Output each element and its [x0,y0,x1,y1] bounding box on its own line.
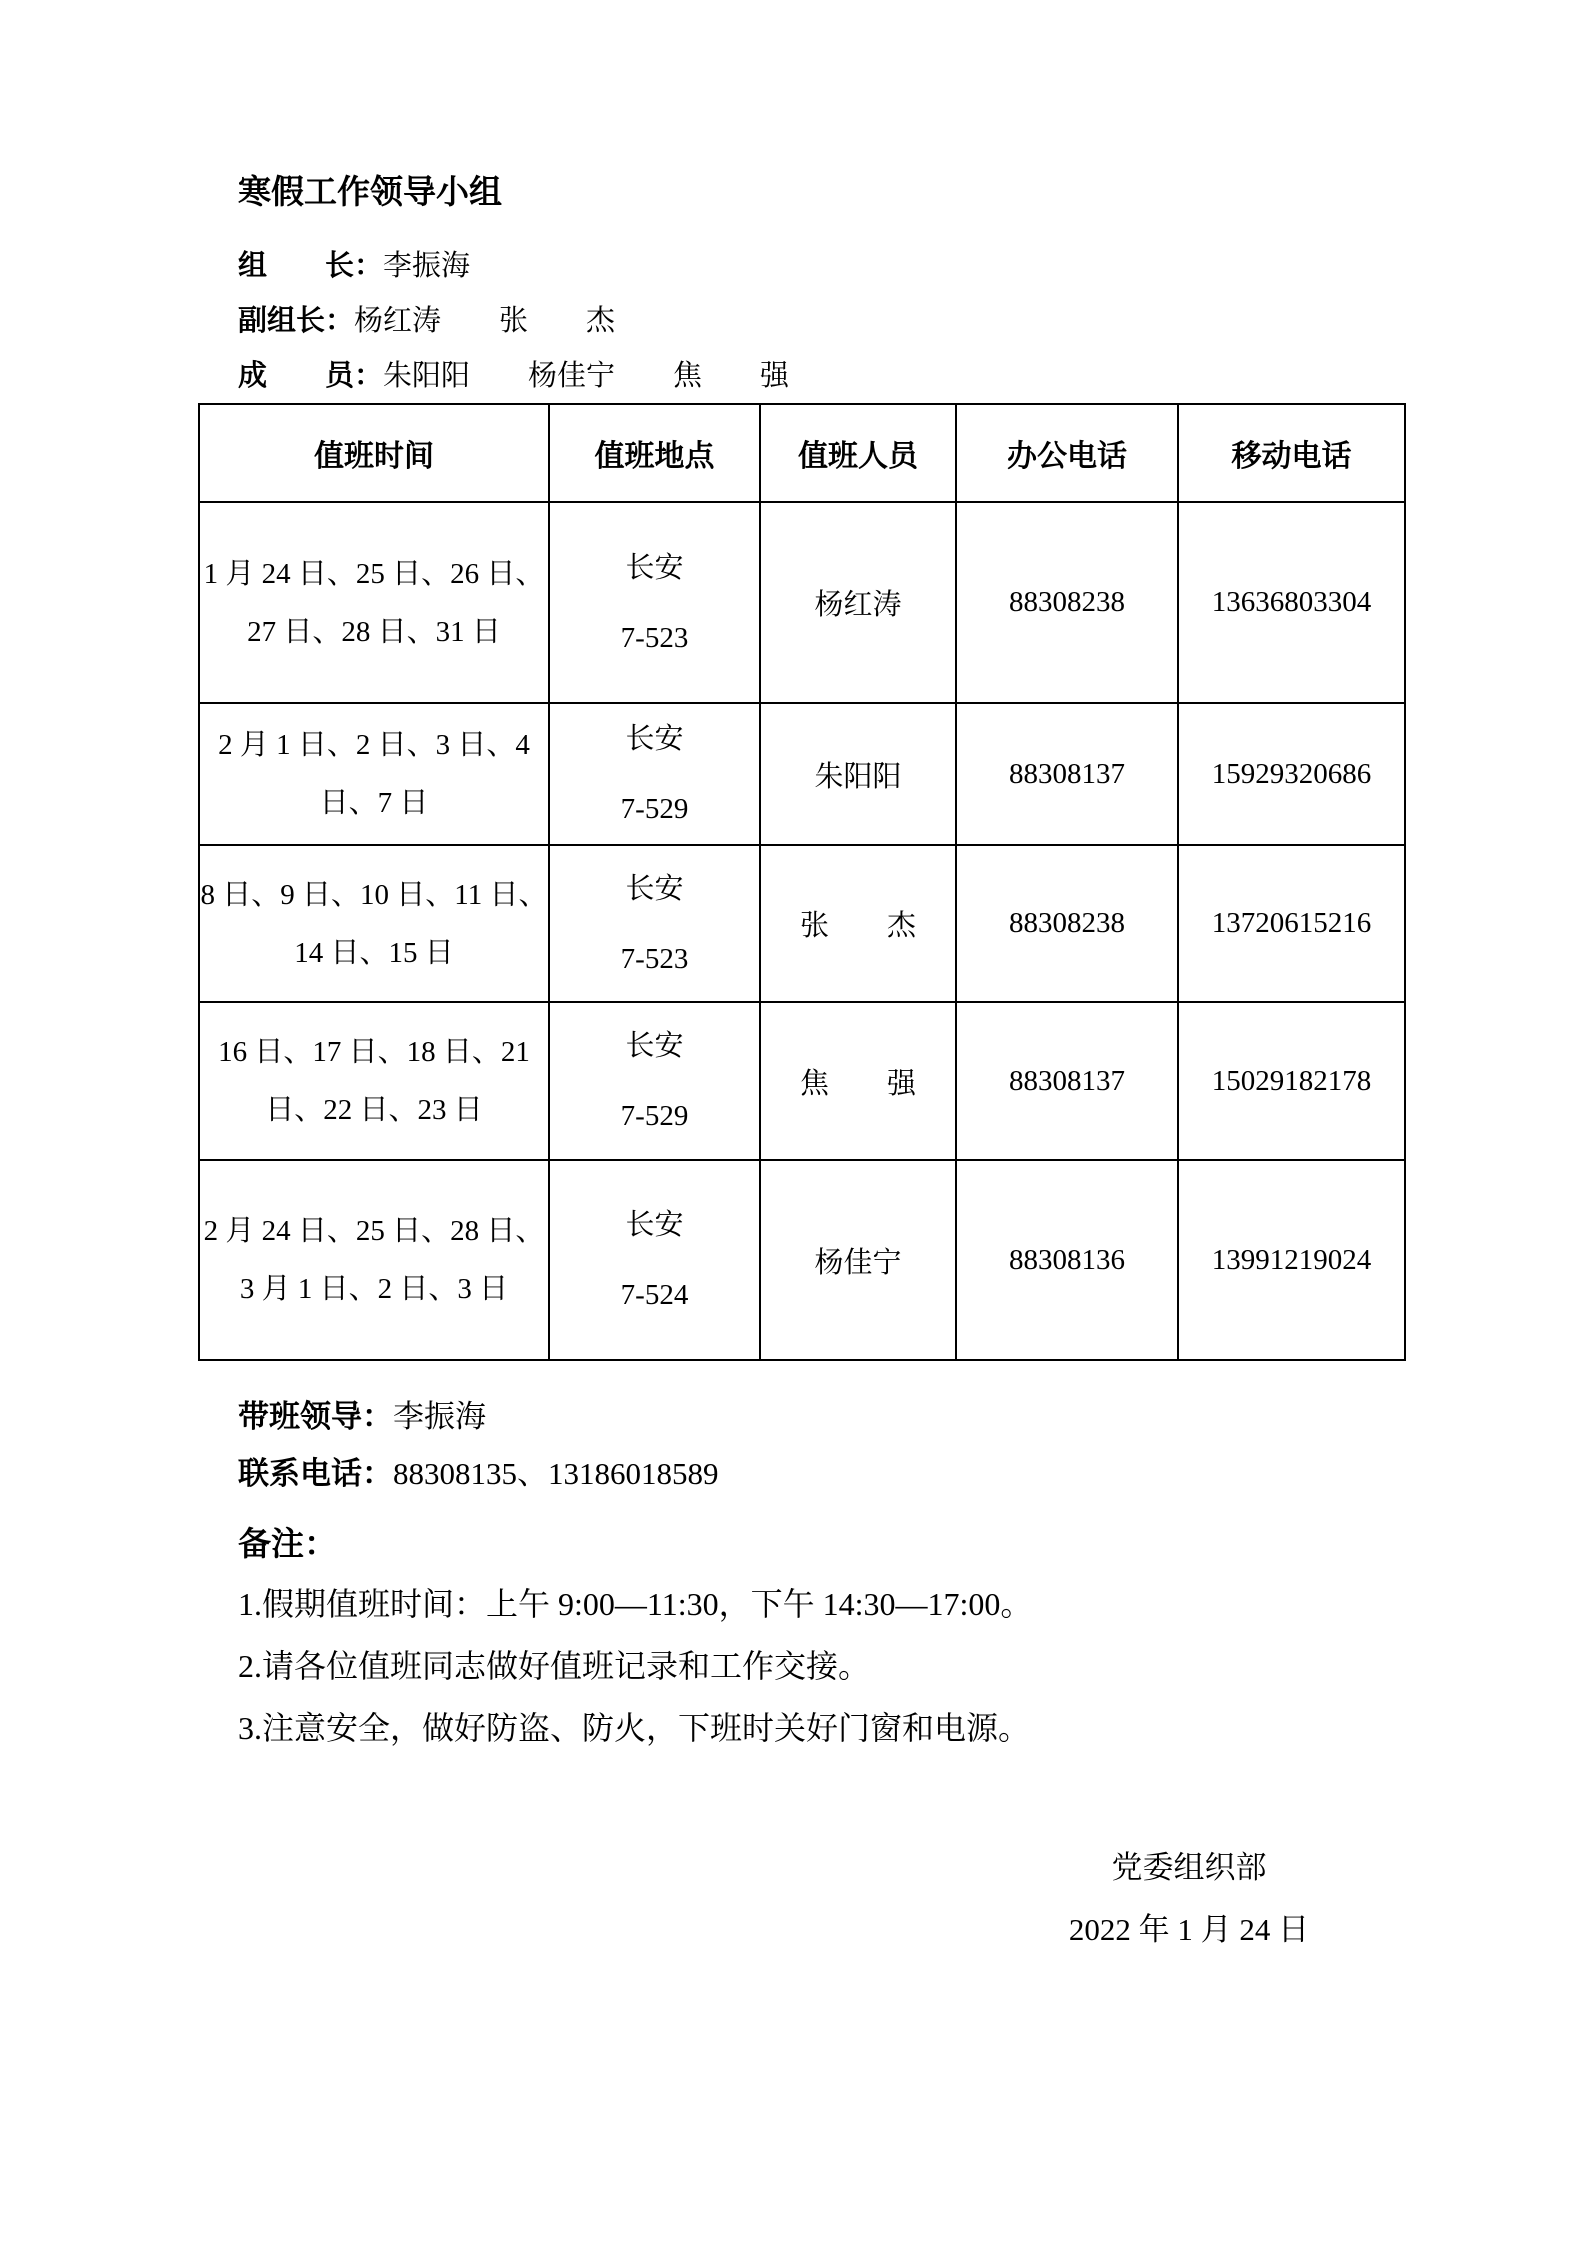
location-campus: 长安 [625,551,684,584]
cell-office-phone: 88308238 [956,845,1178,1002]
contact-phone-label: 联系电话： [238,1456,393,1491]
table-row-1 [199,502,1405,703]
leadership-label: 副组长： [238,305,355,337]
cell-duty-person: 朱阳阳 [760,703,956,845]
location-room: 7-523 [620,942,689,975]
leadership-names: 朱阳阳 杨佳宁 焦 强 [383,360,790,392]
cell-mobile-phone: 13720615216 [1178,845,1405,1002]
cell-mobile-phone: 13991219024 [1178,1160,1405,1360]
table-row-2 [199,703,1405,845]
cell-office-phone: 88308137 [956,703,1178,845]
leadership-line-members [238,346,1587,401]
location-room: 7-529 [620,793,689,825]
cell-duty-time: 1 月 24 日、25 日、26 日、27 日、28 日、31 日 [199,502,549,703]
leadership-label: 组 长： [238,250,384,282]
contact-phone-value: 88308135、13186018589 [393,1456,719,1491]
table-row-3 [199,845,1405,1002]
duty-contact-section [238,1385,1587,1499]
col-header-duty-location: 值班地点 [549,404,760,502]
location-room: 7-529 [620,1100,689,1132]
cell-duty-location [549,502,760,703]
cell-duty-person: 张 杰 [760,845,956,1002]
location-campus: 长安 [625,872,684,905]
cell-duty-person: 杨佳宁 [760,1160,956,1360]
location-campus: 长安 [625,1030,684,1062]
cell-duty-person: 杨红涛 [760,502,956,703]
leadership-line-deputy [238,291,1587,346]
cell-office-phone: 88308238 [956,502,1178,703]
signature-date: 2022 年 1 月 24 日 [1068,1912,1310,1947]
notes-title: 备注： [238,1524,337,1562]
leadership-names: 李振海 [383,250,471,282]
duty-leader-label: 带班领导： [238,1399,393,1434]
leadership-names: 杨红涛 张 杰 [354,305,616,337]
cell-duty-location [549,1002,760,1160]
cell-duty-time: 8 日、9 日、10 日、11 日、14 日、15 日 [199,845,549,1002]
page-title: 寒假工作领导小组 [238,173,502,210]
cell-office-phone: 88308137 [956,1002,1178,1160]
notes-section [238,1573,1527,1759]
duty-leader-name: 李振海 [393,1399,486,1434]
cell-duty-person: 焦 强 [760,1002,956,1160]
cell-office-phone: 88308136 [956,1160,1178,1360]
duty-schedule-table [198,403,1406,1361]
table-row-5 [199,1160,1405,1360]
signature-org: 党委组织部 [1111,1850,1267,1885]
cell-duty-location [549,703,760,845]
cell-duty-time: 2 月 1 日、2 日、3 日、4 日、7 日 [199,703,549,845]
leadership-line-chief [238,236,1587,291]
location-campus: 长安 [625,723,684,755]
note-item-2: 2.请各位值班同志做好值班记录和工作交接。 [238,1648,871,1684]
col-header-duty-person: 值班人员 [760,404,956,502]
cell-duty-location [549,1160,760,1360]
location-campus: 长安 [625,1209,684,1241]
cell-duty-time: 2 月 24 日、25 日、28 日、3 月 1 日、2 日、3 日 [199,1160,549,1360]
duty-leader-line [238,1385,1587,1442]
location-room: 7-524 [620,1279,689,1311]
cell-mobile-phone: 15029182178 [1178,1002,1405,1160]
location-room: 7-523 [620,621,689,654]
table-row-4 [199,1002,1405,1160]
contact-phone-line [238,1442,1587,1499]
col-header-mobile-phone: 移动电话 [1178,404,1405,502]
cell-duty-location [549,845,760,1002]
col-header-duty-time: 值班时间 [199,404,549,502]
cell-mobile-phone: 15929320686 [1178,703,1405,845]
note-item-3: 3.注意安全，做好防盗、防火，下班时关好门窗和电源。 [238,1710,1031,1746]
col-header-office-phone: 办公电话 [956,404,1178,502]
leadership-section [238,236,1587,401]
table-header-row [199,404,1405,502]
cell-mobile-phone: 13636803304 [1178,502,1405,703]
leadership-label: 成 员： [238,360,384,392]
note-item-1: 1.假期值班时间：上午 9:00—11:30，下午 14:30—17:00。 [238,1586,1033,1622]
signature-block [1019,1837,1359,1961]
cell-duty-time: 16 日、17 日、18 日、21 日、22 日、23 日 [199,1002,549,1160]
